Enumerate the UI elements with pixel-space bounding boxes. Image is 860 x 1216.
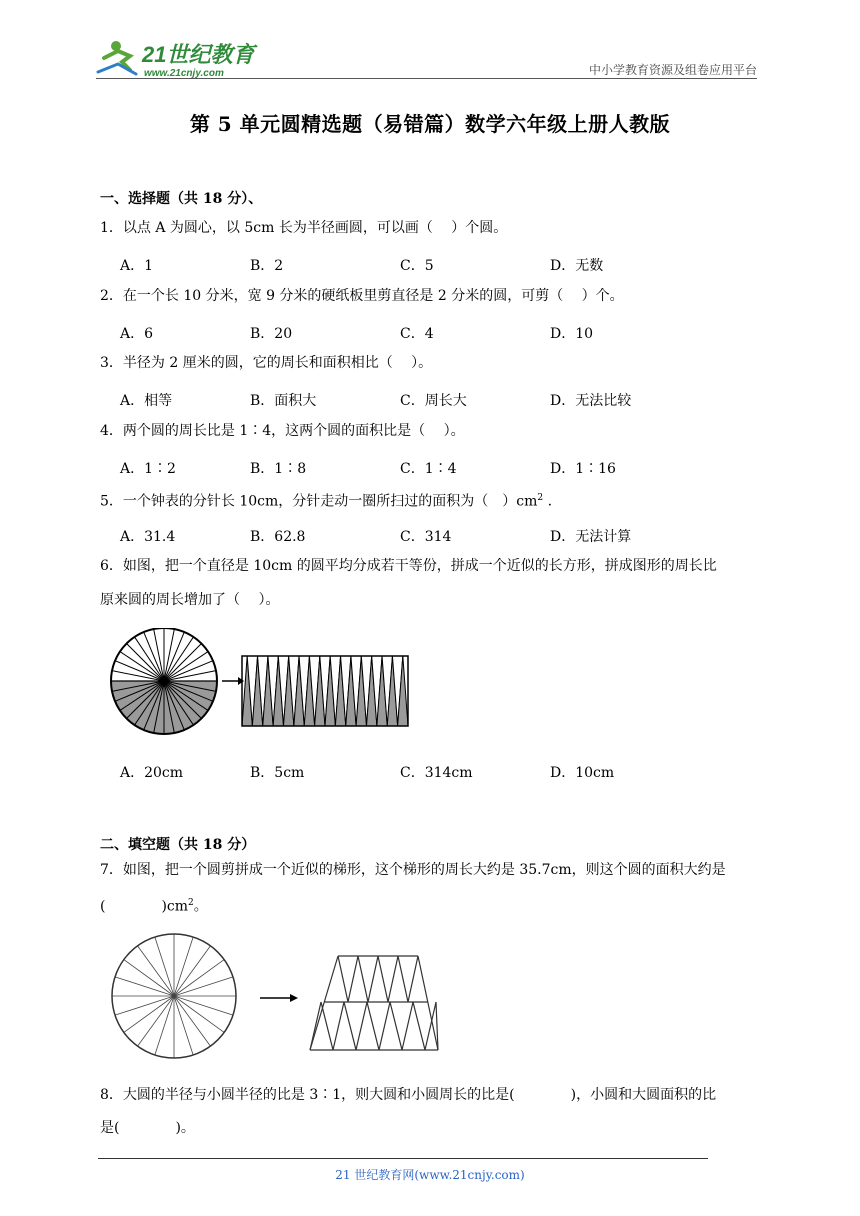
q4-option-b: B．1∶8 [250, 461, 307, 477]
q1-option-b: B．2 [250, 258, 284, 274]
q5-option-c: C．314 [400, 529, 452, 545]
q3-option-c: C．周长大 [400, 393, 467, 409]
q2-option-b: B．20 [250, 326, 293, 342]
page-title: 第 5 单元圆精选题（易错篇）数学六年级上册人教版 [189, 112, 671, 136]
logo-text: 21世纪教育 [142, 42, 255, 67]
footer-divider [98, 1158, 708, 1159]
site-logo [96, 36, 266, 80]
q3-option-a: A．相等 [120, 393, 173, 409]
q1-option-c: C．5 [400, 258, 434, 274]
question-7-tail: 。 [193, 898, 208, 915]
question-5-tail: . [543, 493, 553, 510]
q7-figure [108, 932, 448, 1062]
q5-option-a: A．31.4 [120, 529, 176, 545]
question-7-sup: 2 [188, 898, 194, 908]
question-6-line1: 6．如图，把一个直径是 10cm 的圆平均分成若干等份，拼成一个近似的长方形，拼成图形的周长比 [100, 558, 717, 574]
question-7-line1: 7．如图，把一个圆剪拼成一个近似的梯形，这个梯形的周长大约是 35.7cm，则这个圆的面积大约是 [100, 862, 726, 878]
question-8-line2: 是( )。 [100, 1120, 195, 1136]
question-5-sup: 2 [537, 493, 544, 503]
header-divider [96, 78, 757, 79]
q2-option-a: A．6 [120, 326, 154, 342]
section-choice-title: 一、选择题（共 18 分）、 [100, 191, 263, 207]
question-2: 2．在一个长 10 分米，宽 9 分米的硬纸板里剪直径是 2 分米的圆，可剪（ ）个。 [100, 288, 624, 304]
running-figure-icon [98, 41, 136, 74]
q6-option-a: A．20cm [120, 765, 184, 781]
question-1: 1．以点 A 为圆心，以 5cm 长为半径画圆，可以画（ ）个圆。 [100, 220, 508, 236]
section-fill-title: 二、填空题（共 18 分） [100, 837, 256, 853]
question-5-text: 5．一个钟表的分针长 10cm，分针走动一圈所扫过的面积为（ ）cm [100, 493, 538, 510]
q1-option-d: D．无数 [550, 258, 604, 274]
q4-option-c: C．1∶4 [400, 461, 457, 477]
question-4: 4．两个圆的周长比是 1∶4，这两个圆的面积比是（ ）。 [100, 423, 465, 439]
platform-tagline: 中小学教育资源及组卷应用平台 [588, 63, 757, 77]
q1-option-a: A．1 [120, 258, 154, 274]
question-8-line1: 8．大圆的半径与小圆半径的比是 3∶1，则大圆和小圆周长的比是( )，小圆和大圆面积的比 [100, 1087, 717, 1103]
question-6-line2: 原来圆的周长增加了（ ）。 [100, 592, 280, 608]
q5-option-b: B．62.8 [250, 529, 306, 545]
q4-option-d: D．1∶16 [550, 461, 616, 477]
question-7-line2 [100, 896, 208, 914]
question-5 [100, 491, 552, 509]
footer-text: 21 世纪教育网(www.21cnjy.com) [335, 1168, 525, 1182]
q6-option-d: D．10cm [550, 765, 615, 781]
q6-option-c: C．314cm [400, 765, 473, 781]
logo-url: www.21cnjy.com [144, 68, 224, 79]
question-7-blank: ( )cm [100, 898, 189, 915]
q4-option-a: A．1∶2 [120, 461, 176, 477]
q6-figure [108, 628, 418, 738]
q3-option-d: D．无法比较 [550, 393, 632, 409]
q6-option-b: B．5cm [250, 765, 305, 781]
q2-option-d: D．10 [550, 326, 594, 342]
question-3: 3．半径为 2 厘米的圆，它的周长和面积相比（ ）。 [100, 355, 433, 371]
q2-option-c: C．4 [400, 326, 434, 342]
q3-option-b: B．面积大 [250, 393, 317, 409]
q5-option-d: D．无法计算 [550, 529, 632, 545]
